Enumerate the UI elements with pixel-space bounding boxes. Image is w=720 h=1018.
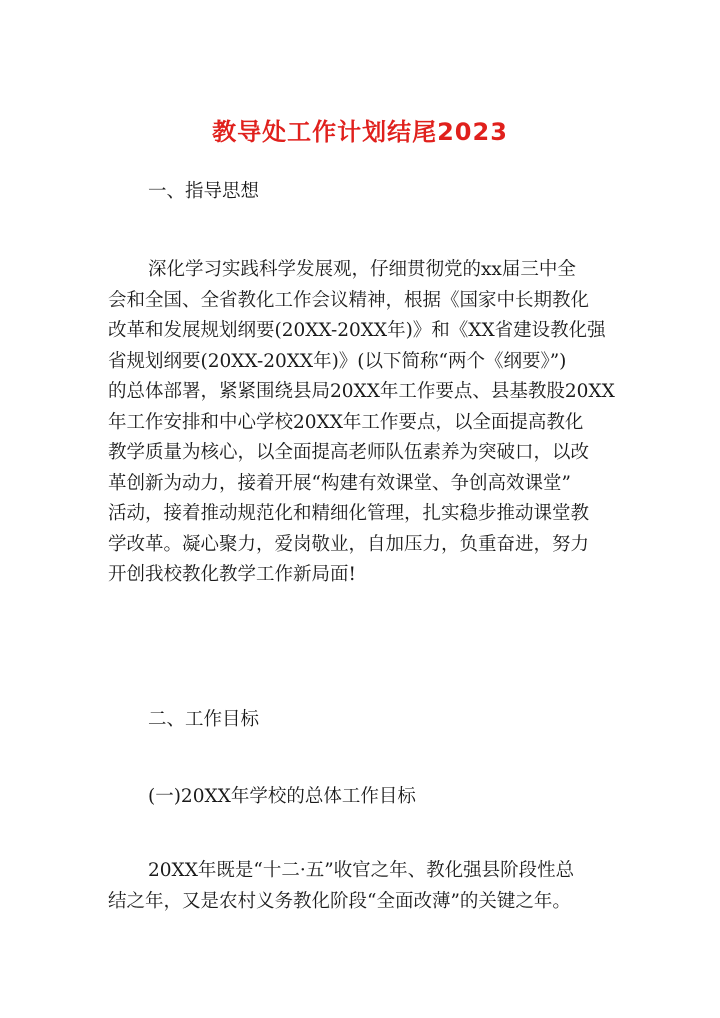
subsection-heading-overall-goals: (一)20XX年学校的总体工作目标 <box>148 786 416 807</box>
paragraph-line: 开创我校教化教学工作新局面! <box>108 564 356 585</box>
section-heading-work-goals: 二、工作目标 <box>148 709 260 730</box>
paragraph-line: 深化学习实践科学发展观，仔细贯彻党的xx届三中全 <box>148 259 576 280</box>
section1-paragraph <box>108 255 628 591</box>
document-title: 教导处工作计划结尾2023 <box>212 118 508 146</box>
section2-paragraph <box>108 856 628 917</box>
paragraph-line: 会和全国、全省教化工作会议精神，根据《国家中长期教化 <box>108 289 590 311</box>
paragraph-line: 改革和发展规划纲要(20XX-20XX年)》和《XX省建设教化强 <box>108 320 606 341</box>
paragraph-line: 活动，接着推动规范化和精细化管理，扎实稳步推动课堂教 <box>108 503 590 524</box>
paragraph-line: 教学质量为核心，以全面提高老师队伍素养为突破口，以改 <box>108 442 590 463</box>
paragraph-line: 年工作安排和中心学校20XX年工作要点，以全面提高教化 <box>108 411 584 433</box>
section-heading-guiding-ideology: 一、指导思想 <box>148 181 260 202</box>
paragraph-line: 的总体部署，紧紧围绕县局20XX年工作要点、县基教股20XX <box>108 381 615 402</box>
paragraph-line: 学改革。凝心聚力，爱岗敬业，自加压力，负重奋进，努力 <box>108 533 590 555</box>
paragraph-line: 20XX年既是“十二·五”收官之年、教化强县阶段性总 <box>148 860 575 881</box>
paragraph-line: 结之年，又是农村义务教化阶段“全面改薄”的关键之年。 <box>108 890 571 912</box>
paragraph-line: 省规划纲要(20XX-20XX年)》(以下简称“两个《纲要》”) <box>108 350 567 372</box>
paragraph-line: 革创新为动力，接着开展“构建有效课堂、争创高效课堂” <box>108 472 571 494</box>
